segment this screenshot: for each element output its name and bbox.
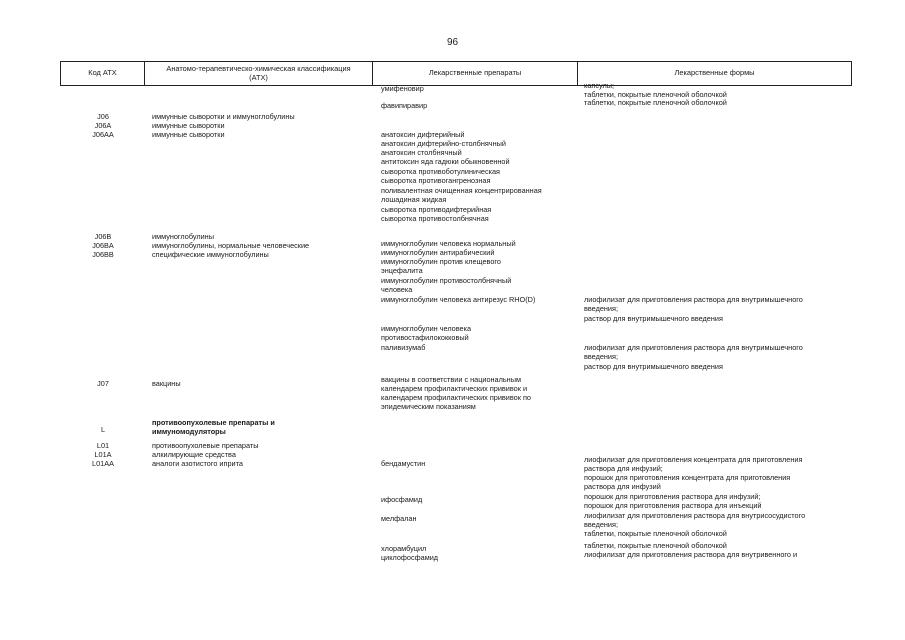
atc-classification: вакцины [152, 379, 181, 388]
atc-classification: иммуномодуляторы [152, 427, 226, 436]
dosage-form: таблетки, покрытые пленочной оболочкой [584, 98, 727, 107]
drug-name: фавипиравир [381, 101, 428, 110]
atc-classification: алкилирующие средства [152, 450, 236, 459]
drug-name: противостафилококковый [381, 333, 469, 342]
drug-name: энцефалита [381, 266, 423, 275]
atc-code: J07 [97, 379, 109, 388]
dosage-form: лиофилизат для приготовления раствора для внутримышечного [584, 295, 803, 304]
atc-code: L [100, 425, 106, 434]
atc-classification: специфические иммуноглобулины [152, 250, 269, 259]
table-header [60, 61, 852, 86]
drug-name: анатоксин дифтерийно-столбнячный [381, 139, 506, 148]
drug-name: сыворотка противостолбнячная [381, 214, 489, 223]
dosage-form: введения; [584, 304, 618, 313]
atc-classification: противоопухолевые препараты [152, 441, 259, 450]
drug-name: человека [381, 285, 413, 294]
dosage-form: таблетки, покрытые пленочной оболочкой [584, 90, 727, 99]
dosage-form: раствор для внутримышечного введения [584, 362, 723, 371]
header-drugs: Лекарственные препараты [373, 62, 578, 85]
drug-name: иммуноглобулин против клещевого [381, 257, 501, 266]
drug-name: иммуноглобулин антирабический [381, 248, 495, 257]
dosage-form: лиофилизат для приготовления концентрата для приготовления [584, 455, 803, 464]
dosage-form: таблетки, покрытые пленочной оболочкой [584, 541, 727, 550]
dosage-form: порошок для приготовления раствора для инъекций [584, 501, 762, 510]
drug-name: сыворотка противоботулиническая [381, 167, 500, 176]
atc-code: J06BA [92, 241, 114, 250]
drug-name: календарем профилактических прививок по [381, 393, 531, 402]
atc-classification: противоопухолевые препараты и [152, 418, 275, 427]
atc-classification: иммунные сыворотки и иммуноглобулины [152, 112, 295, 121]
atc-code: L01 [96, 441, 110, 450]
dosage-form: раствора для инфузий [584, 482, 661, 491]
drug-name: анатоксин дифтерийный [381, 130, 465, 139]
drug-name: иммуноглобулин человека антирезус RHO(D) [381, 295, 536, 304]
drug-name: ифосфамид [381, 495, 423, 504]
dosage-form: таблетки, покрытые пленочной оболочкой [584, 529, 727, 538]
atc-classification: иммуноглобулины, нормальные человеческие [152, 241, 310, 250]
atc-code: J06B [94, 232, 112, 241]
dosage-form: введения; [584, 352, 618, 361]
atc-code: J06AA [92, 130, 114, 139]
header-classification: Анатомо-терапевтическо-химическая классификация (АТХ) [145, 62, 373, 85]
drug-name: календарем профилактических прививок и [381, 384, 528, 393]
dosage-form: порошок для приготовления раствора для инфузий; [584, 492, 761, 501]
drug-name: антитоксин яда гадюки обыкновенной [381, 157, 510, 166]
dosage-form: раствор для внутримышечного введения [584, 314, 723, 323]
atc-code: J06BB [92, 250, 114, 259]
drug-name: иммуноглобулин человека нормальный [381, 239, 516, 248]
drug-name: анатоксин столбнячный [381, 148, 462, 157]
drug-name: сыворотка противодифтерийная [381, 205, 492, 214]
drug-name: хлорамбуцил [381, 544, 427, 553]
header-forms: Лекарственные формы [674, 68, 755, 78]
dosage-form: раствора для инфузий; [584, 464, 663, 473]
dosage-form: лиофилизат для приготовления раствора для внутримышечного [584, 343, 803, 352]
atc-classification: иммунные сыворотки [152, 130, 225, 139]
drug-name: лошадиная жидкая [381, 195, 447, 204]
drug-name: бендамустин [381, 459, 426, 468]
dosage-form: лиофилизат для приготовления раствора для внутрисосудистого [584, 511, 806, 520]
dosage-form: лиофилизат для приготовления раствора для внутривенного и [584, 550, 798, 559]
atc-code: L01AA [92, 459, 114, 468]
drug-name: умифеновир [381, 84, 424, 93]
atc-classification: иммуноглобулины [152, 232, 214, 241]
drug-name: эпидемическим показаниям [381, 402, 476, 411]
drug-name: сыворотка противогангренозная [381, 176, 491, 185]
atc-code: L01A [94, 450, 112, 459]
drug-name: иммуноглобулин противостолбнячный [381, 276, 512, 285]
dosage-form: капсулы; [584, 81, 615, 90]
drug-name: мелфалан [381, 514, 417, 523]
drug-name: поливалентная очищенная концентрированная [381, 186, 542, 195]
atc-classification: аналоги азотистого иприта [152, 459, 243, 468]
atc-code: J06A [94, 121, 112, 130]
atc-code: J06 [97, 112, 109, 121]
drug-name: вакцины в соответствии с национальным [381, 375, 521, 384]
page-number: 96 [446, 37, 459, 48]
dosage-form: порошок для приготовления концентрата для приготовления [584, 473, 791, 482]
drug-name: иммуноглобулин человека [381, 324, 472, 333]
atc-classification: иммунные сыворотки [152, 121, 225, 130]
dosage-form: введения; [584, 520, 618, 529]
drug-name: паливизумаб [381, 343, 426, 352]
header-code: Код АТХ [61, 62, 145, 85]
drug-name: циклофосфамид [381, 553, 439, 562]
